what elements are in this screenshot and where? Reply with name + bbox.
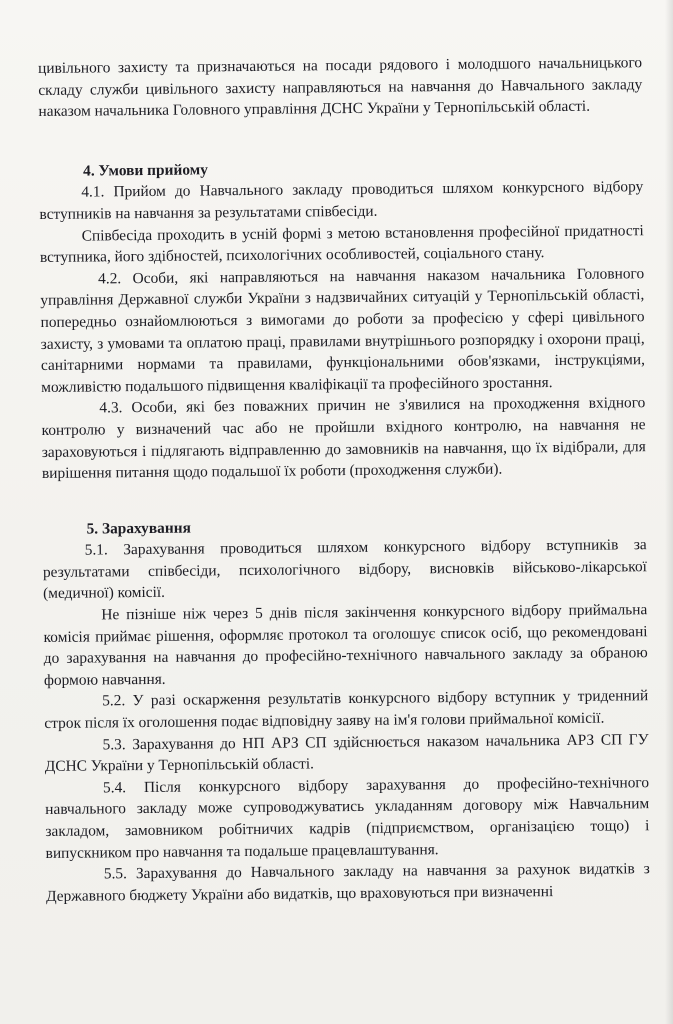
section-4-paragraph-1: 4.1. Прийом до Навчального закладу проводиться шляхом конкурсного відбору вступників на навчання за результатами співбесіди. [39,178,644,223]
section-5-paragraph-2: Не пізніше ніж через 5 днів після закінчення конкурсного відбору приймальна комісія приймає рішення, оформляє протокол та оголошує список осіб, що рекомендовані до зарахування на навчання до професійно-технічного навчального закладу за обраною формою навчання. [43,601,648,689]
section-5-paragraph-1: 5.1. Зарахування проводиться шляхом конкурсного відбору вступників за результатами співбесіди, психологічного відбору, висновків військово-лікарської (медичної) комісії. [42,536,647,603]
section-5-heading: 5. Зарахування [86,519,191,538]
section-gap [39,117,643,161]
section-5-paragraph-5: 5.4. Після конкурсного відбору зарахування до професійно-технічного навчального закладу може супроводжуватись укладанням договору між Навчальним закладом, замовником робітничих кадрів (підприємством, організацією тощо) і випускником про навчання та подальше працевлаштування. [45,773,650,862]
section-4-paragraph-3: 4.2. Особи, які направляються на навчання наказом начальника Головного управління Державної служби України з надзвичайних ситуацій у Тернопільській області, попередньо ознайомлюються з вимогами до роботи за професією у сфері цивільного захисту, з умовами та оплатою праці, правилами внутрішнього розпорядку і охорони праці, санітарними нормами та правилами, функціональними обов'язками, інструкціями, можливістю подальшого підвищення кваліфікації та професійного зростання. [40,264,646,396]
section-4-heading: 4. Умови прийому [83,161,208,180]
page-edge-shadow [665,0,673,1024]
section-5-paragraph-6: 5.5. Зарахування до Навчального закладу на навчання за рахунок видатків з Державного бюджету України або видатків, що враховуються при визначенні [45,860,650,905]
section-4-paragraph-2: Співбесіда проходить в усній формі з метою встановлення професійної придатності вступника, його здібностей, психологічних особливостей, соціального стану. [39,221,644,267]
intro-paragraph: цивільного захисту та призначаються на посади рядового і молодшого начальницького складу служби цивільного захисту направляються на навчання до Навчального закладу наказом начальника Головного управління ДСНС України у Тернопільській області. [38,54,643,121]
document-body [38,52,650,907]
section-5-paragraph-4: 5.3. Зарахування до НП АРЗ СП здійснюється наказом начальника АРЗ СП ГУ ДСНС України у Тернопільській області. [44,730,649,776]
section-gap [42,479,646,519]
section-5-paragraph-3: 5.2. У разі оскарження результатів конкурсного відбору вступник у триденний строк після їх оголошення подає відповідну заяву на ім'я голови приймальної комісії. [44,687,649,733]
section-4-paragraph-4: 4.3. Особи, які без поважних причин не з'явилися на проходження вхідного контролю у визначений час або не пройшли вхідного контролю, на навчання не зараховуються і підлягають відправленню до замовників на навчання, що їх відібрали, для вирішення питання щодо подальшої їх роботи (проходження служби). [41,394,646,483]
